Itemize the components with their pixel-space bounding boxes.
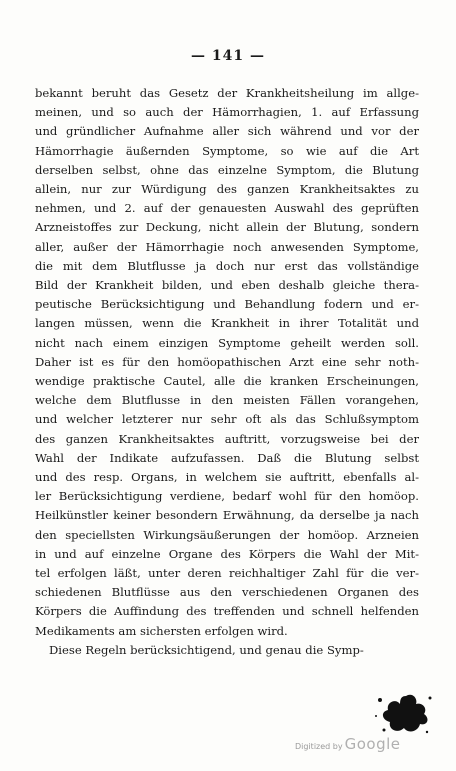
text-line: tel erfolgen läßt, unter deren reichhaltiger Zahl für die ver- — [35, 566, 419, 581]
text-line: allein, nur zur Würdigung des ganzen Krankheitsaktes zu — [35, 182, 419, 197]
page-number-header: — 141 — — [191, 48, 265, 64]
text-line: Diese Regeln berücksichtigend, und genau die Symp- — [49, 642, 364, 657]
text-line: in und auf einzelne Organe des Körpers die Wahl der Mit- — [35, 546, 419, 561]
watermark-prefix: Digitized by — [295, 742, 343, 751]
text-line: nicht nach einem einzigen Symptome geheilt werden soll. — [35, 335, 419, 350]
text-line: Wahl der Indikate aufzufassen. Daß die Blutung selbst — [35, 450, 419, 465]
text-line: Arzneistoffes zur Deckung, nicht allein der Blutung, sondern — [35, 220, 419, 235]
text-line: und welcher letzterer nur sehr oft als das Schlußsymptom — [35, 412, 419, 427]
text-line: meinen, und so auch der Hämorrhagien, 1. auf Erfassung — [35, 105, 419, 120]
text-line: aller, außer der Hämorrhagie noch anwesenden Symptome, — [35, 239, 419, 254]
text-line: Medikaments am sichersten erfolgen wird. — [35, 623, 288, 638]
text-line: des ganzen Krankheitsaktes auftritt, vorzugsweise bei der — [35, 431, 419, 446]
text-line: langen müssen, wenn die Krankheit in ihrer Totalität und — [35, 316, 419, 331]
text-line: schiedenen Blutflüsse aus den verschiedenen Organen des — [35, 585, 419, 600]
text-line: derselben selbst, ohne das einzelne Symptom, die Blutung — [35, 162, 419, 177]
text-line: nehmen, und 2. auf der genauesten Auswahl des geprüften — [35, 201, 419, 216]
text-line: peutische Berücksichtigung und Behandlung fodern und er- — [35, 297, 419, 312]
digitized-watermark — [295, 735, 401, 753]
text-line: bekannt beruht das Gesetz der Krankheitsheilung im allge- — [35, 86, 419, 100]
text-line: den speciellsten Wirkungsäußerungen der homöop. Arzneien — [35, 527, 419, 542]
text-line: Hämorrhagie äußernden Symptome, so wie auf die Art — [35, 143, 419, 158]
body-text — [35, 84, 419, 660]
text-line: und gründlicher Aufnahme aller sich während und vor der — [35, 124, 419, 139]
text-line: welche dem Blutflusse in den meisten Fällen vorangehen, — [35, 393, 419, 408]
text-line: Bild der Krankheit bilden, und eben deshalb gleiche thera- — [35, 278, 419, 293]
ink-blot-image — [372, 690, 434, 736]
text-line: ler Berücksichtigung verdiene, bedarf wohl für den homöop. — [35, 489, 419, 504]
google-logo-text: Google — [344, 735, 401, 753]
text-line: Heilkünstler keiner besondern Erwähnung, da derselbe ja nach — [35, 508, 419, 523]
text-line: die mit dem Blutflusse ja doch nur erst das vollständige — [35, 258, 419, 273]
text-line: und des resp. Organs, in welchem sie auftritt, ebenfalls al- — [35, 470, 419, 485]
text-line: Daher ist es für den homöopathischen Arzt eine sehr noth- — [35, 354, 419, 369]
text-line: Körpers die Auffindung des treffenden und schnell helfenden — [35, 604, 419, 619]
text-line: wendige praktische Cautel, alle die kranken Erscheinungen, — [35, 374, 419, 389]
